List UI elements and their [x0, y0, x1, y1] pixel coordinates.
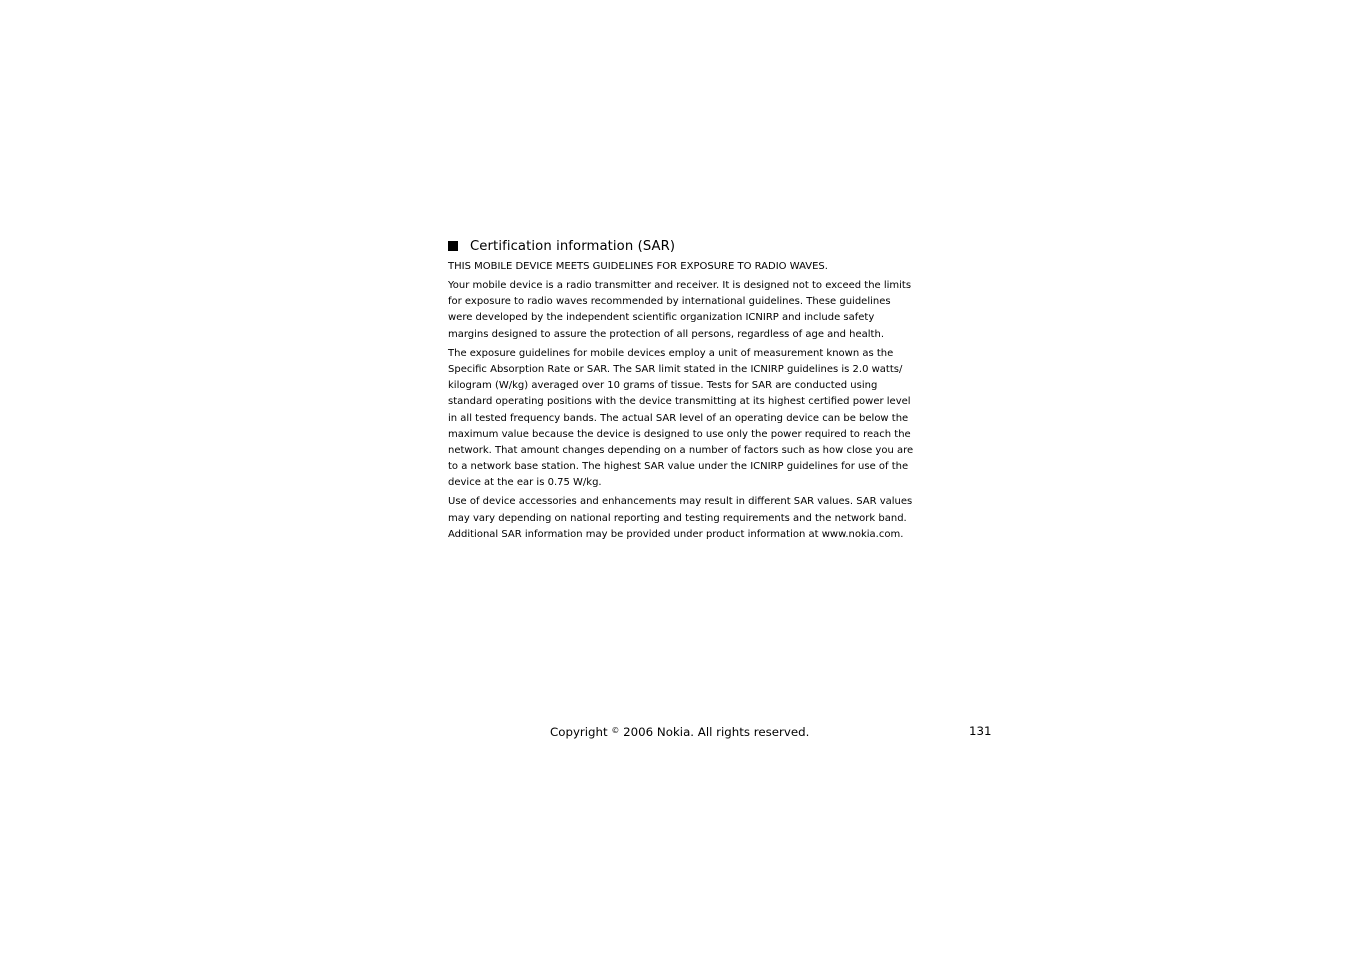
paragraph-line: margins designed to assure the protection of all persons, regardless of age and health. — [448, 328, 884, 340]
paragraph-line: for exposure to radio waves recommended by international guidelines. These guidelines — [448, 296, 891, 308]
square-bullet-icon — [448, 241, 458, 251]
paragraph-line: Specific Absorption Rate or SAR. The SAR limit stated in the ICNIRP guidelines is 2.0 watts/ — [448, 363, 903, 375]
paragraph-line: Additional SAR information may be provided under product information at www.nokia.com. — [448, 528, 904, 540]
paragraph-line: may vary depending on national reporting and testing requirements and the network band. — [448, 512, 907, 524]
paragraph-line: standard operating positions with the device transmitting at its highest certified power level — [448, 396, 911, 408]
copyright-prefix: Copyright — [550, 725, 608, 739]
paragraph-line: maximum value because the device is designed to use only the power required to reach the — [448, 428, 911, 440]
paragraph-line: kilogram (W/kg) averaged over 10 grams of tissue. Tests for SAR are conducted using — [448, 380, 878, 392]
paragraph-line: device at the ear is 0.75 W/kg. — [448, 477, 602, 489]
paragraph-exposure-guidelines — [448, 346, 914, 492]
intro-statement: THIS MOBILE DEVICE MEETS GUIDELINES FOR EXPOSURE TO RADIO WAVES. — [448, 261, 828, 272]
page-number: 131 — [969, 724, 992, 738]
section-heading — [448, 236, 904, 256]
paragraph-line: Use of device accessories and enhancements may result in different SAR values. SAR values — [448, 496, 913, 508]
paragraph-line: were developed by the independent scientific organization ICNIRP and include safety — [448, 312, 875, 324]
paragraph-accessories — [448, 494, 913, 543]
paragraph-line: network. That amount changes depending on a number of factors such as how close you are — [448, 444, 914, 456]
paragraph-line: The exposure guidelines for mobile devices employ a unit of measurement known as the — [448, 347, 894, 359]
paragraph-line: to a network base station. The highest SAR value under the ICNIRP guidelines for use of the — [448, 461, 909, 473]
section-title: Certification information (SAR) — [470, 238, 676, 254]
paragraph-line: Your mobile device is a radio transmitter and receiver. It is designed not to exceed the limits — [448, 280, 912, 291]
copyright-symbol: © — [611, 726, 620, 735]
page-content — [448, 236, 914, 546]
paragraph-line: in all tested frequency bands. The actual SAR level of an operating device can be below the — [448, 412, 909, 424]
paragraph-radio-transmitter — [448, 278, 912, 343]
footer-copyright — [550, 722, 809, 741]
copyright-text: 2006 Nokia. All rights reserved. — [623, 725, 810, 739]
